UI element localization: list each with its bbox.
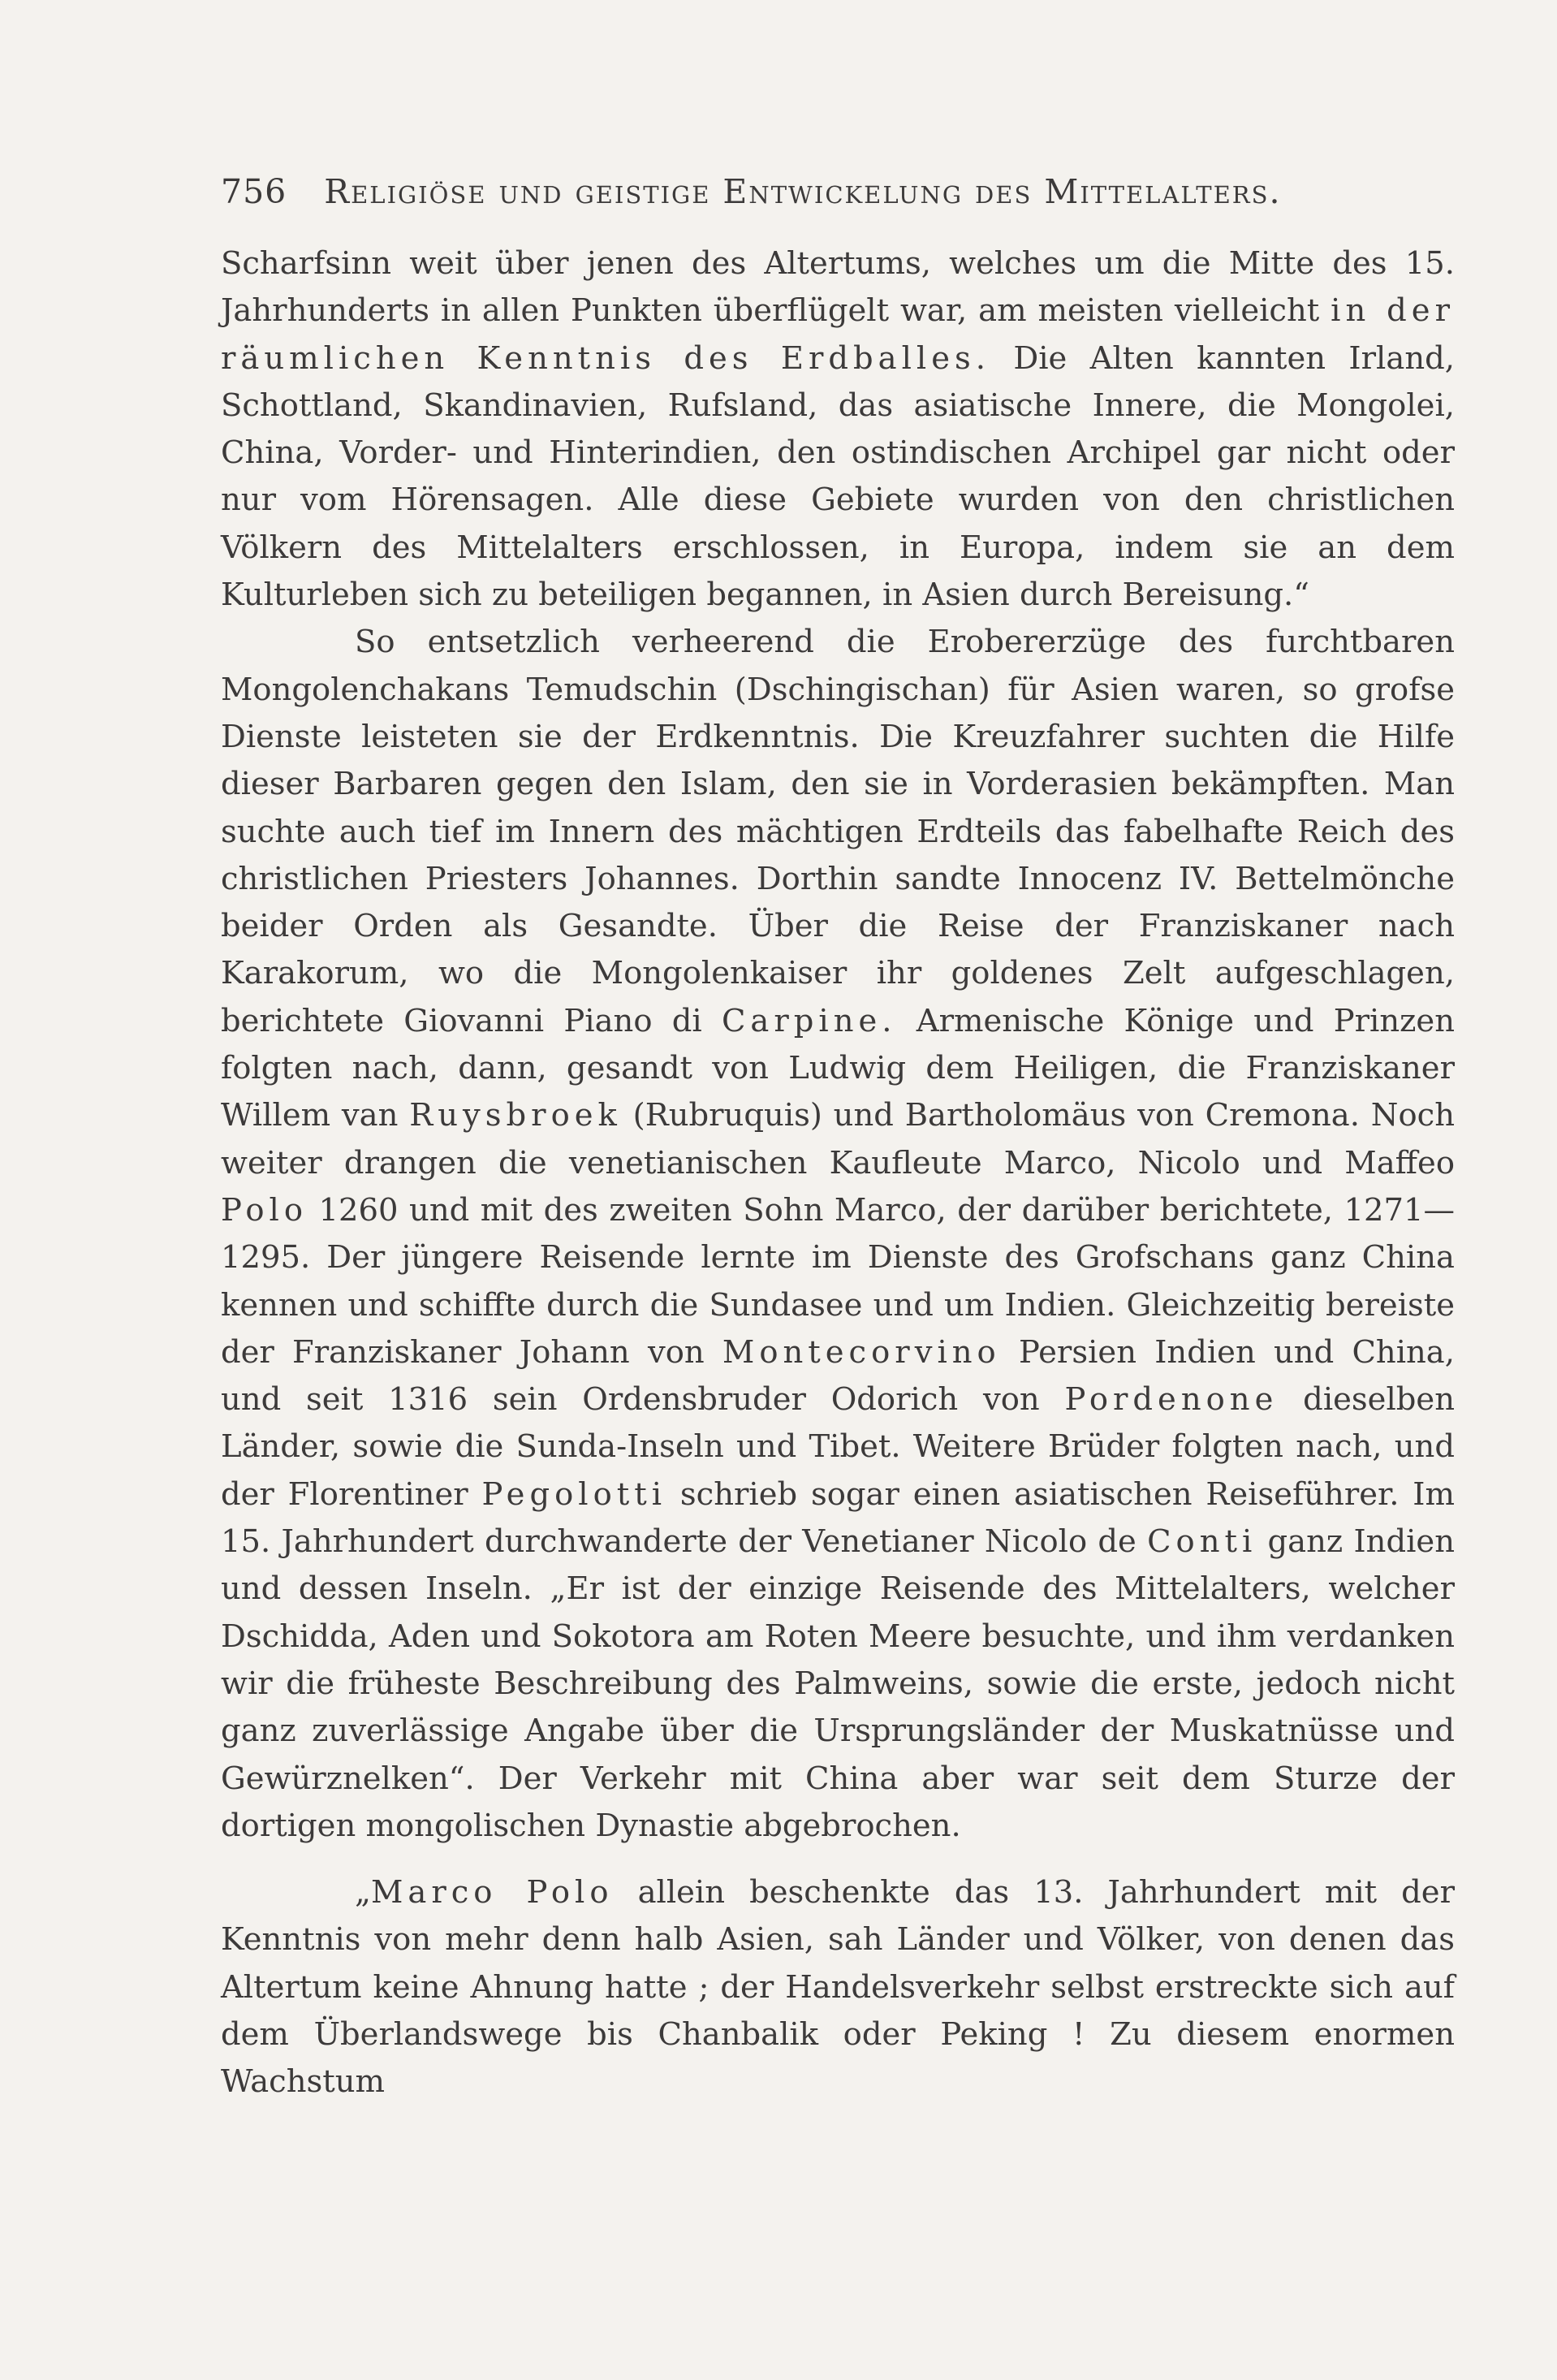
name-ruysbroek: Ruysbroek xyxy=(409,1097,622,1134)
book-page xyxy=(221,172,1455,2106)
name-polo: Polo xyxy=(221,1191,308,1229)
emphasis-spaced: in der räumlichen Kenntnis des Erdballes. xyxy=(221,292,1455,377)
paragraph-3: „Marco Polo allein beschenkte das 13. Jahrhundert mit der Kenntnis von mehr denn halb Asien, sah Länder und Völker, von denen das Altertum keine Ahnung hatte ; der Handelsverkehr selbst erstreckte sich auf dem Überlandswege bis Chanbalik oder Peking ! Zu diesem enormen Wachstum xyxy=(221,1874,1455,2101)
body-text xyxy=(221,240,1455,2106)
running-head xyxy=(221,172,1455,211)
name-conti: Conti xyxy=(1147,1523,1257,1561)
paragraph-2: So entsetzlich verheerend die Erobererzüge des furchtbaren Mongolenchakans Temudschin (Dschingischan) für Asien waren, so grofse Dienste leisteten sie der Erdkenntnis. Die Kreuzfahrer suchten die Hilfe dieser Barbaren gegen den Islam, den sie in Vorderasien bekämpften. Man suchte auch tief im Innern des mächtigen Erdteils das fabelhafte Reich des christlichen Priesters Johannes. Dorthin sandte Innocenz IV. Bettelmönche beider Orden als Gesandte. Über die Reise der Franziskaner nach Karakorum, wo die Mongolenkaiser ihr goldenes Zelt aufgeschlagen, berichtete Giovanni Piano di Carpine. Armenische Könige und Prinzen folgten nach, dann, gesandt von Ludwig dem Heiligen, die Franziskaner Willem van Ruysbroek (Rubruquis) und Bartholomäus von Cremona. Noch weiter drangen die venetianischen Kaufleute Marco, Nicolo und Maffeo Polo 1260 und mit des zweiten Sohn Marco, der darüber berichtete, 1271—1295. Der jüngere Reisende lernte im Dienste des Grofschans ganz China kennen und schiffte durch die Sundasee und um Indien. Gleichzeitig bereiste der Franziskaner Johann von Montecorvino Persien Indien und China, und seit 1316 sein Ordensbruder Odorich von Pordenone dieselben Länder, sowie die Sunda-Inseln und Tibet. Weitere Brüder folgten nach, und der Florentiner Pegolotti schrieb sogar einen asiatischen Reiseführer. Im 15. Jahrhundert durchwanderte der Venetianer Nicolo de Conti ganz Indien und dessen Inseln. „Er ist der einzige Reisende des Mittelalters, welcher Dschidda, Aden und Sokotora am Roten Meere besuchte, und ihm verdanken wir die früheste Beschreibung des Palmweins, sowie die erste, jedoch nicht ganz zuverlässige Angabe über die Ursprungsländer der Muskatnüsse und Gewürznelken“. Der Verkehr mit China aber war seit dem Sturze der dortigen mongolischen Dynastie abgebrochen. xyxy=(221,624,1455,1844)
name-pordenone: Pordenone xyxy=(1064,1381,1279,1419)
running-title: Religiöse und geistige Entwickelung des Mittelalters. xyxy=(324,172,1282,211)
paragraph-1: Scharfsinn weit über jenen des Altertums, welches um die Mitte des 15. Jahrhunderts in allen Punkten überflügelt war, am meisten vielleicht in der räumlichen Kenntnis des Erdballes. Die Alten kannten Irland, Schottland, Skandinavien, Rufsland, das asiatische Innere, die Mongolei, China, Vorder- und Hinterindien, den ostindischen Archipel gar nicht oder nur vom Hörensagen. Alle diese Gebiete wurden von den christlichen Völkern des Mittelalters erschlossen, in Europa, indem sie an dem Kulturleben sich zu beteiligen begannen, in Asien durch Bereisung.“ xyxy=(221,245,1455,614)
name-montecorvino: Montecorvino xyxy=(722,1333,1001,1371)
page-number: 756 xyxy=(221,172,287,211)
name-carpine: Carpine. xyxy=(721,1002,897,1039)
name-pegolotti: Pegolotti xyxy=(481,1475,667,1513)
name-marco-polo: Marco Polo xyxy=(370,1874,614,1911)
